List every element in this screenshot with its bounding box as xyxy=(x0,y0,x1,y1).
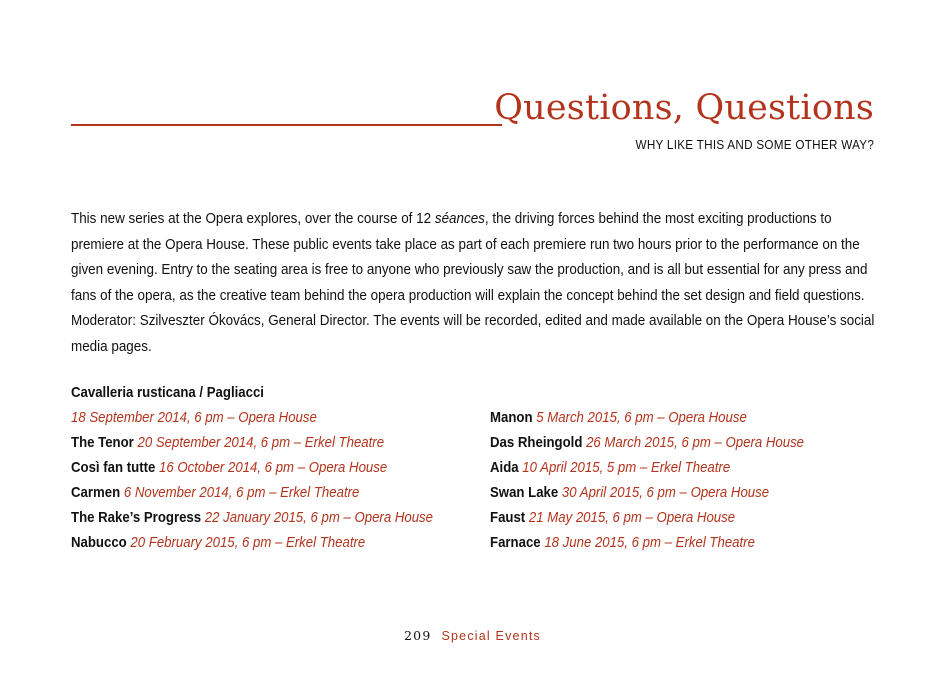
event-title: Nabucco xyxy=(71,534,127,551)
event-date: 5 March 2015, 6 pm – Opera House xyxy=(536,409,747,426)
title-rule xyxy=(71,124,502,126)
event-row xyxy=(71,505,493,530)
event-row xyxy=(71,380,493,405)
event-row xyxy=(71,455,493,480)
event-title: Swan Lake xyxy=(490,484,559,501)
page-number: 209 xyxy=(404,628,432,643)
event-row xyxy=(490,530,912,555)
intro-text-1: This new series at the Opera explores, over the course of 12 xyxy=(71,210,435,227)
event-date: 26 March 2015, 6 pm – Opera House xyxy=(586,434,805,451)
event-title: Aida xyxy=(490,459,519,476)
page-subtitle: WHY LIKE THIS AND SOME OTHER WAY? xyxy=(635,137,874,152)
event-row xyxy=(490,480,912,505)
event-date: 18 June 2015, 6 pm – Erkel Theatre xyxy=(544,534,755,551)
event-row xyxy=(71,480,493,505)
event-title: Cavalleria rusticana / Pagliacci xyxy=(71,384,264,401)
event-date: 20 February 2015, 6 pm – Erkel Theatre xyxy=(130,534,366,551)
event-title: Manon xyxy=(490,409,533,426)
page-footer xyxy=(0,628,945,643)
event-date: 6 November 2014, 6 pm – Erkel Theatre xyxy=(123,484,360,501)
events-list-right xyxy=(490,405,912,555)
event-row xyxy=(490,505,912,530)
intro-text-2: , the driving forces behind the most exciting productions to premiere at the Opera House. These public events take place as part of each premiere run two hours prior to the performance on the given evening. Entry to the seating area is free to anyone who previously saw the production, and is all but essential for any press and fans of the opera, as the creative team behind the opera production will explain the concept behind the set design and field questions. Moderator: Szilveszter Ókovács, General Director. The events will be recorded, edited and made available on the Opera House’s social media pages. xyxy=(71,210,875,355)
event-date: 30 April 2015, 6 pm – Opera House xyxy=(561,484,770,501)
intro-emphasis: séances xyxy=(434,210,485,227)
section-name: Special Events xyxy=(441,629,541,643)
event-date: 21 May 2015, 6 pm – Opera House xyxy=(528,509,736,526)
event-title: Das Rheingold xyxy=(490,434,583,451)
event-date: 20 September 2014, 6 pm – Erkel Theatre xyxy=(137,434,385,451)
event-row xyxy=(71,405,493,430)
page-title: Questions, Questions xyxy=(494,88,874,128)
event-title: The Rake’s Progress xyxy=(71,509,202,526)
intro-paragraph xyxy=(71,206,879,359)
event-row xyxy=(490,455,912,480)
event-row xyxy=(490,405,912,430)
event-date: 18 September 2014, 6 pm – Opera House xyxy=(71,409,317,426)
event-title: Faust xyxy=(490,509,526,526)
event-title: Carmen xyxy=(71,484,121,501)
event-date: 16 October 2014, 6 pm – Opera House xyxy=(159,459,388,476)
event-date: 10 April 2015, 5 pm – Erkel Theatre xyxy=(522,459,731,476)
event-title: The Tenor xyxy=(71,434,134,451)
event-row xyxy=(71,430,493,455)
events-list-left xyxy=(71,380,493,555)
event-date: 22 January 2015, 6 pm – Opera House xyxy=(204,509,434,526)
event-row xyxy=(490,430,912,455)
event-title: Così fan tutte xyxy=(71,459,156,476)
event-row xyxy=(71,530,493,555)
event-title: Farnace xyxy=(490,534,541,551)
